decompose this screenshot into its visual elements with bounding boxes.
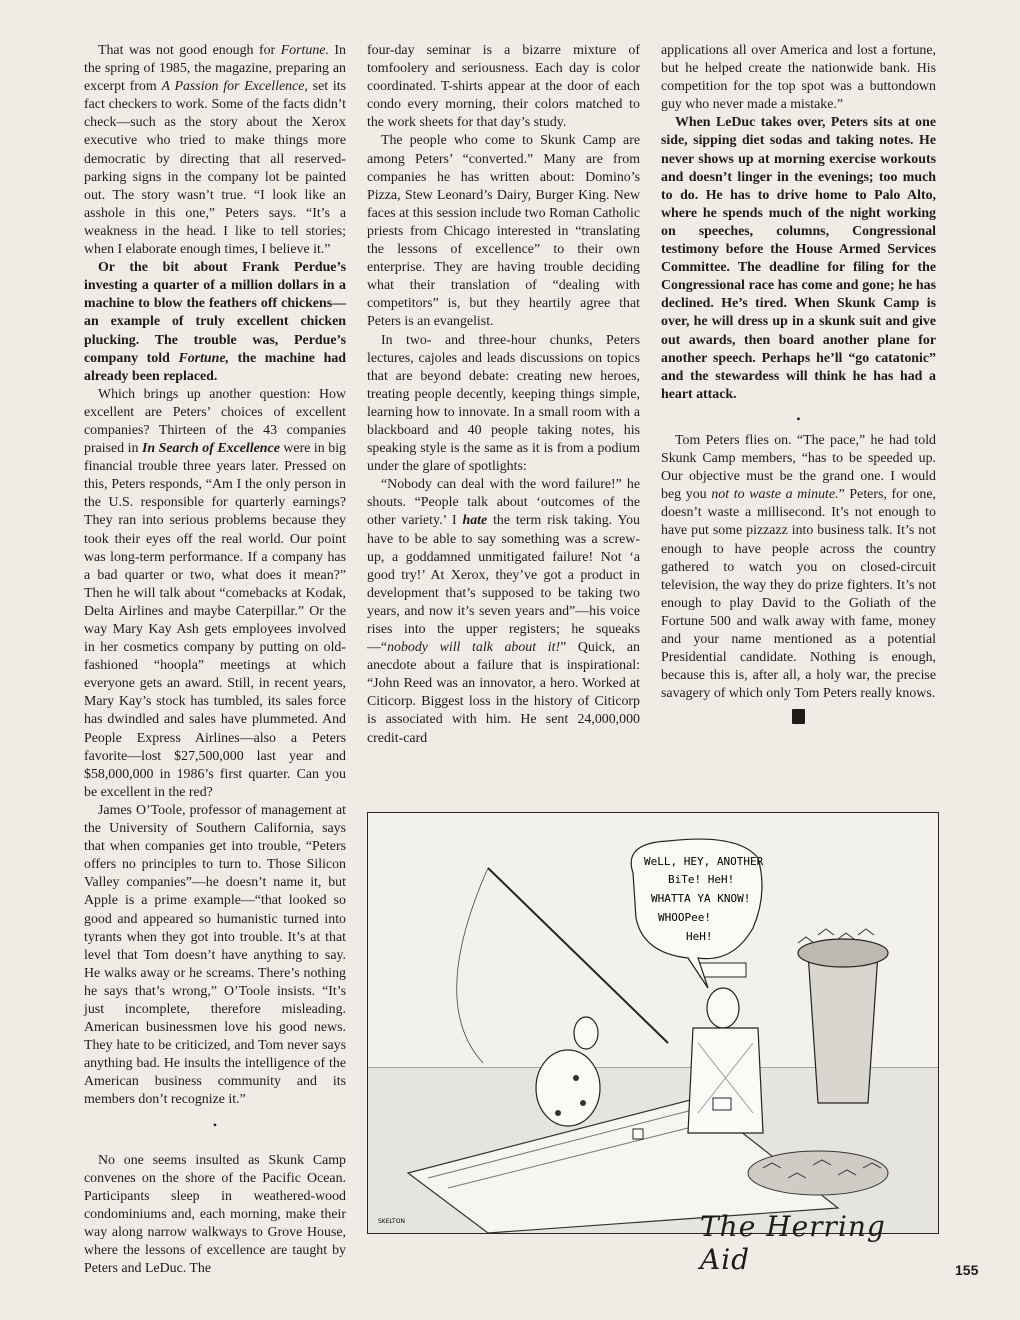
cartoon-illustration (367, 812, 939, 1234)
cartoon-caption: The Herring Aid (700, 1210, 886, 1276)
man-hat (700, 963, 746, 977)
fish-heap (748, 1151, 888, 1195)
paragraph: applications all over America and lost a fortune, but he helped create the nationwide bank. His competition for the top spot was a buttondown guy who never made a mistake.” (661, 43, 936, 113)
speech-line: HeH! (686, 930, 713, 943)
fish-bucket (808, 953, 878, 1103)
article-column-1 (84, 42, 346, 1278)
paragraph: In two- and three-hour chunks, Peters lectures, cajoles and leads discussions on topics that are beyond debate: creating new heroes, treating people decently, keeping things simple, learning how to innovate. In a small room with a blackboard and 40 people taking notes, his speaking style is the same as it is from a podium under the glare of spotlights: (367, 332, 640, 475)
cup (633, 1129, 643, 1139)
paragraph: four-day seminar is a bizarre mixture of tomfoolery and seriousness. Each day is color coordinated. T-shirts appear at the door of each condo every morning, their colors matched to the work sheets for that day’s study. (367, 43, 640, 131)
woman-body (536, 1050, 600, 1126)
speech-line: WHATTA YA KNOW! (651, 892, 751, 905)
paragraph: When LeDuc takes over, Peters sits at one side, sipping diet sodas and taking notes. He never shows up at morning exercise workouts and doesn’t linger in the evenings; too much to do. He has to drive home to Palo Alto, where he spends much of the night working on speeches, columns, Congressional testimony before the House Armed Services Committee. The deadline for filing for the Congressional race has come and gone; he has declined. He’s tired. When Skunk Camp is over, he will dress up in a skunk suit and give out awards, then board another plane for another speech. Perhaps he’ll “go catatonic” and the stewardess will think he has had a heart attack. (661, 115, 936, 402)
paragraph: That was not good enough for Fortune. In the spring of 1985, the magazine, preparing an excerpt from A Passion for Excellence, set its fact checkers to work. Some of the facts didn’t check—such as the story about the Xerox executive who tried to make things more democratic by directing that all reserved-parking signs in the company lot be painted out. The story wasn’t true. “I look like an asshole in this one,” Peters says. “It’s a weakness in the head. I like to tell stories; when I elaborate enough times, I believe it.” (84, 43, 347, 258)
section-break-bullet: • (212, 1117, 218, 1132)
paragraph: No one seems insulted as Skunk Camp convenes on the shore of the Pacific Ocean. Participants sleep in weathered-wood condominiums and, each morning, make their way along narrow walkways to Grove House, where the lessons of excellence are taught by Peters and LeDuc. The (84, 1152, 346, 1277)
paragraph: Or the bit about Frank Perdue’s investing a quarter of a million dollars in a machine to blow the feathers off chickens—an example of truly excellent chicken plucking. The trouble was, Perdue’s company told Fortune, the machine had already been replaced. (84, 260, 346, 384)
fish-pile (798, 939, 888, 967)
woman-head (574, 1017, 598, 1049)
paragraph: Which brings up another question: How excellent are Peters’ choices of excellent companies? Thirteen of the 43 companies praised in In Search of Excellence were in big financial trouble three years later. Pressed on this, Peters responds, “Am I the only person in the U.S. responsible for quarterly earnings? They ran into serious problems because they took their eyes off the real world. Our point was long-term performance. If a company has a bad quarter or two, what does it mean?” Then he will talk about “comebacks at Kodak, Delta Airlines and maybe Caterpillar.” Or the way Mary Kay Ash gets employees involved in her cosmetics company by putting on old-fashioned “hoopla” meetings at which everyone gets an award. Still, in recent years, Mary Kay’s stock has tumbled, its sales force has dwindled and sales have plummeted. And People Express Airlines—also a Peters favorite—lost $27,500,000 last year and $58,000,000 in 1986’s first quarter. Can you be excellent in the red? (84, 386, 346, 800)
man-body (688, 1028, 763, 1133)
paragraph: James O’Toole, professor of management at the University of Southern California, says that when companies get into trouble, “Peters offers no principles to turn to. Those Silicon Valley companies”—he doesn’t name it, but Apple is a prime example—“that looked so good and appeared so humanistic turned into tyrants when they got into trouble. It’s at that level that Tom doesn’t have anything to say. He walks away or he screams. There’s nothing he says that’s wrong,” O’Toole insists. “It’s just incomplete, therefore misleading. American businessmen love his good news. They hate to be criticized, and Tom never says anything bad. He insults the intelligence of the American business community and its members don’t recognize it.” (84, 802, 346, 1108)
section-break-bullet: • (796, 411, 801, 426)
artist-signature: SKELTON (378, 1218, 405, 1225)
paragraph: “Nobody can deal with the word failure!” he shouts. “People talk about ‘outcomes of the other variety.’ I hate the term risk taking. You have to be able to say something was a screw-up, a goddamned unmitigated failure! Not ‘a good try!’ At Xerox, they’ve got a product in development that’s supposed to be taking two years, and now it’s seven years and”—his voice rises into the upper registers; he squeaks—“nobody will talk about it!” Quick, an anecdote about a failure that is inspirational: “John Reed was an innovator, a hero. Worked at Citicorp. Biggest loss in the history of Citicorp is associated with him. He sent 24,000,000 credit-card (367, 477, 640, 746)
speech-line: WHOOPee! (658, 911, 711, 924)
speech-line: BiTe! HeH! (668, 873, 735, 886)
article-column-3 (661, 42, 936, 724)
man-belt-buckle (713, 1098, 731, 1110)
article-column-2 (367, 42, 640, 748)
page-number: 155 (955, 1262, 979, 1278)
paragraph: The people who come to Skunk Camp are among Peters’ “converted.” Many are from companies he has written about: Domino’s Pizza, Stew Leonard’s Dairy, Burger King. New faces at this session include two Roman Catholic priests from Chicago interested in “translating the lessons of excellence” to their own enterprise. They are having trouble deciding what their translation of “dealing with competitors” is, but they heartily agree that Peters is an evangelist. (367, 133, 640, 330)
man-head (707, 988, 739, 1028)
speech-line: WeLL, HEY, ANOTHER (644, 855, 764, 868)
cartoon-drawing (368, 813, 938, 1233)
end-of-article-mark (792, 709, 805, 724)
paragraph: Tom Peters flies on. “The pace,” he had told Skunk Camp members, “has to be speeded up. Our objective must be the grand one. I would beg you not to waste a minute.” Peters, for one, doesn’t waste a millisecond. It’s not enough to have put some pizzazz into business talk. It’s not enough to have people across the country gathered to watch you on closed-circuit television, the way they do prize fighters. It’s not enough to play David to the Goliath of the Fortune 500 and walk away with fame, money and your name mentioned as a potential Presidential candidate. Nothing is enough, because this is, after all, a holy war, the precise savagery of which only Tom Peters really knows. (661, 432, 936, 702)
fishing-line (457, 868, 488, 1063)
